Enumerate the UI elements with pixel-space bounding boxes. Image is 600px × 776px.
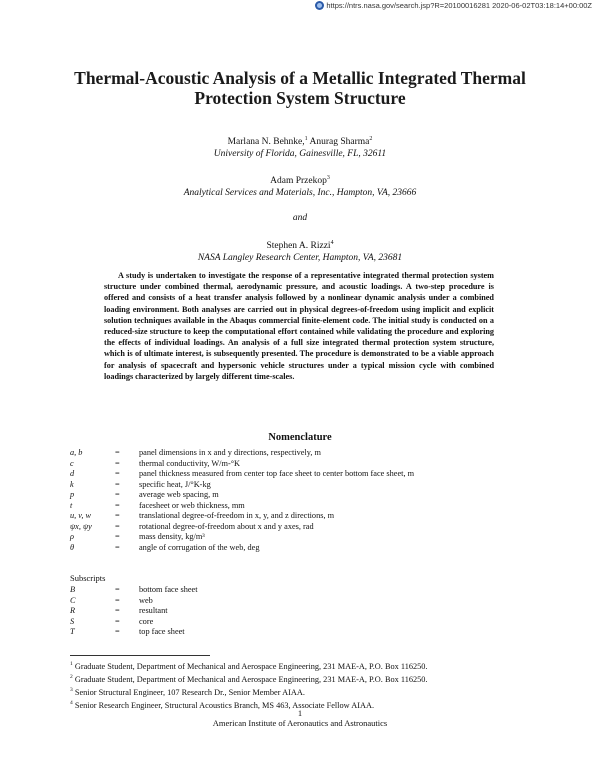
equals-sign: = [115,448,120,457]
symbol: B [70,585,76,594]
definition: translational degree-of-freedom in x, y, and z directions, m [139,511,335,520]
nomenclature-list [70,448,540,553]
source-url-text[interactable]: https://ntrs.nasa.gov/search.jsp?R=20100016281 2020-06-02T03:18:14+00:00Z [326,1,592,10]
author-line-2 [0,172,600,187]
footnote-text: Senior Structural Engineer, 107 Research Dr., Senior Member AIAA. [74,687,305,697]
nomenclature-row [70,522,540,533]
author-footnote-marker: 4 [330,240,334,247]
definition: rotational degree-of-freedom about x and y axes, rad [139,521,314,531]
definition: bottom face sheet [139,585,198,594]
symbol: θ [70,542,75,552]
equals-sign: = [115,616,120,626]
definition: core [139,616,154,626]
equals-sign: = [115,490,120,499]
equals-sign: = [115,458,120,468]
symbol: p [70,490,75,499]
symbol: T [70,627,75,636]
source-url-header[interactable] [315,1,592,10]
symbol: t [70,500,73,510]
subscripts-heading: Subscripts [70,573,106,583]
footnote [70,685,540,698]
footnote [70,672,540,685]
equals-sign: = [115,479,120,489]
symbol: k [70,479,74,489]
nomenclature-row [70,511,540,522]
symbol: ψx, ψy [70,521,92,531]
definition: facesheet or web thickness, mm [139,500,245,510]
nomenclature-heading: Nomenclature [268,432,332,443]
equals-sign: = [115,627,120,636]
nomenclature-row [70,459,540,470]
definition: thermal conductivity, W/m-°K [139,458,241,468]
author-block [0,133,600,264]
symbol: d [70,469,75,478]
nomenclature-row [70,448,540,459]
equals-sign: = [115,469,120,478]
affiliation-3: NASA Langley Research Center, Hampton, VA, 23681 [197,253,403,264]
footnote-divider [70,655,210,656]
definition: average web spacing, m [139,490,219,499]
footnote-text: Graduate Student, Department of Mechanical and Aerospace Engineering, 231 MAE-A, P.O. Box 116250. [74,674,428,684]
definition: mass density, kg/m³ [139,532,205,541]
author-name: Stephen A. Rizzi [266,241,331,252]
symbol: c [70,458,74,468]
footnote [70,659,540,672]
nomenclature-row [70,501,540,512]
equals-sign: = [115,542,120,552]
author-name: Adam Przekop [270,176,327,187]
page-number: 1 [297,708,303,718]
subscript-row [70,627,540,638]
author-footnote-marker: 1 [304,136,308,142]
footnote-number: 1 [70,661,73,667]
globe-icon [315,1,324,10]
author-footnote-marker: 3 [326,175,330,182]
equals-sign: = [115,500,120,510]
footnote-text: Senior Research Engineer, Structural Acoustics Branch, MS 463, Associate Fellow AIAA. [74,700,375,710]
symbol: ρ [70,532,74,541]
paper-title: Thermal-Acoustic Analysis of a Metallic Integrated Thermal Protection System Structure [74,68,526,108]
footnotes [70,659,540,711]
symbol: a, b [70,448,83,457]
affiliation-2: Analytical Services and Materials, Inc., Hampton, VA, 23666 [183,188,417,199]
symbol: C [70,595,76,605]
definition: top face sheet [139,627,185,636]
equals-sign: = [115,606,120,615]
abstract: A study is undertaken to investigate the response of a representative integrated thermal protection system structure under combined thermal, aerodynamic pressure, and acoustic loadings. A two-step procedure is offered and consists of a heat transfer analysis followed by a nonlinear dynamic analysis under a combined loading environment. Both analyses are carried out in physical degrees-of-freedom using implicit and explicit solution techniques available in the Abaqus commercial finite-element code. The initial study is conducted on a reduced-size structure to keep the computational effort contained while validating the procedure and exploring the effects of individual loadings. An analysis of a full size integrated thermal protection system structure, which is of ultimate interest, is subsequently presented. The procedure is demonstrated to be a viable approach for analysis of spacecraft and hypersonic vehicle structures under a typical mission cycle with combined loadings characterized by largely different time-scales. [104,271,494,381]
affiliation-1: University of Florida, Gainesville, FL, 32611 [213,149,387,160]
author-footnote-marker: 2 [369,136,373,142]
definition: angle of corrugation of the web, deg [139,542,260,552]
author-line-3 [0,237,600,252]
author-line-1 [0,133,600,148]
page-footer: American Institute of Aeronautics and Astronautics [212,718,388,728]
definition: panel thickness measured from center top face sheet to center bottom face sheet, m [139,469,415,478]
nomenclature-row [70,469,540,480]
author-name: Anurag Sharma [309,137,370,148]
footnote-number: 3 [70,687,73,694]
subscript-row [70,596,540,607]
symbol: S [70,616,75,626]
definition: resultant [139,606,168,615]
nomenclature-row [70,480,540,491]
footnote-text: Graduate Student, Department of Mechanical and Aerospace Engineering, 231 MAE-A, P.O. Box 116250. [74,661,428,671]
nomenclature-row [70,543,540,554]
equals-sign: = [115,585,120,594]
equals-sign: = [115,511,120,520]
equals-sign: = [115,521,120,531]
nomenclature-row [70,532,540,543]
definition: specific heat, J/°K-kg [139,479,211,489]
definition: panel dimensions in x and y directions, respectively, m [139,448,321,457]
symbol: u, v, w [70,511,92,520]
equals-sign: = [115,532,120,541]
symbol: R [70,606,76,615]
nomenclature-row [70,490,540,501]
author-name: Marlana N. Behnke, [227,137,305,148]
footnote-number: 4 [70,700,73,707]
footnote-number: 2 [70,674,73,681]
definition: web [139,595,153,605]
author-conjunction: and [292,213,308,224]
subscript-row [70,617,540,628]
subscript-row [70,606,540,617]
subscripts-list [70,585,540,638]
equals-sign: = [115,595,120,605]
subscript-row [70,585,540,596]
